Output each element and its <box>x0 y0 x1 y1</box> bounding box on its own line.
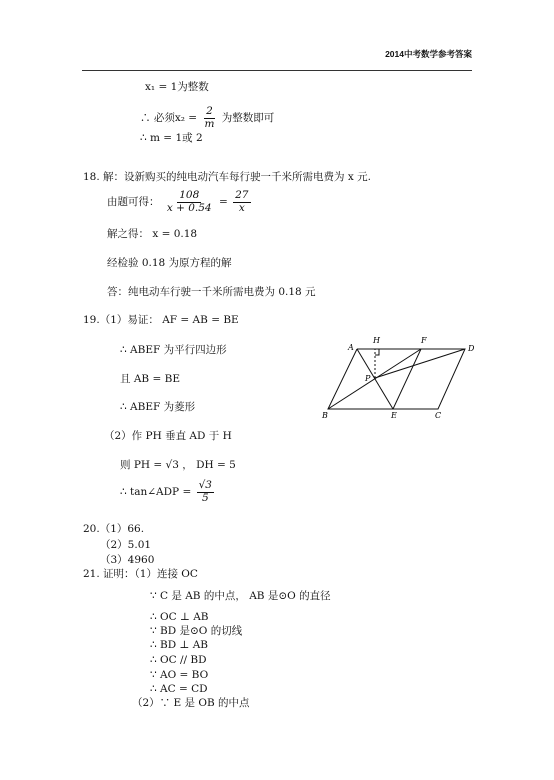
q18-check: 经检验 0.18 为原方程的解 <box>107 257 232 269</box>
q20-part1: 20.（1）66. <box>83 523 145 535</box>
fraction-numerator: 2 <box>206 105 213 117</box>
parallelogram-outline <box>328 349 465 409</box>
segment-PD <box>375 349 465 378</box>
q19-line2: 且 AB = BE <box>120 373 180 385</box>
q21-line5: ∴ OC // BD <box>150 654 207 666</box>
label-C: C <box>435 411 442 420</box>
q21-line8: （2）∵ E 是 OB 的中点 <box>132 697 250 709</box>
q21-line2: ∴ OC ⊥ AB <box>150 611 209 623</box>
label-F: F <box>421 336 427 345</box>
q21-line6: ∵ AO = BO <box>150 669 209 681</box>
page-header: 2014中考数学参考答案 <box>385 49 472 59</box>
fraction-numerator: 27 <box>235 189 249 201</box>
q21-line7: ∴ AC = CD <box>150 683 208 695</box>
fraction-denominator: m <box>204 117 215 130</box>
q21-line1: ∵ C 是 AB 的中点， AB 是⊙O 的直径 <box>150 590 331 602</box>
fraction-denominator: 5 <box>201 491 209 504</box>
label-H: H <box>373 336 380 345</box>
q21-line4: ∴ BD ⊥ AB <box>150 639 209 651</box>
q19-title: 19.（1）易证： AF = AB = BE <box>83 314 239 326</box>
q19-tan <box>120 480 216 504</box>
q21-line3: ∵ BD 是⊙O 的切线 <box>150 625 243 637</box>
label-E: E <box>391 411 397 420</box>
q19-line1: ∴ ABEF 为平行四边形 <box>120 344 227 356</box>
label-A: A <box>348 343 354 352</box>
label-B: B <box>322 411 328 420</box>
q19-line3: ∴ ABEF 为菱形 <box>120 401 196 413</box>
header-rule <box>82 70 472 71</box>
q18-eq-pre: 由题可得： <box>107 196 160 209</box>
fraction-108 <box>165 190 214 214</box>
q18-answer: 答：纯电动车行驶一千米所需电费为 0.18 元 <box>107 286 316 298</box>
q20-part2: （2）5.01 <box>100 539 152 551</box>
fraction-numerator: √3 <box>198 479 212 491</box>
line-x2-post: 为整数即可 <box>221 112 275 125</box>
q21-title: 21. 证明：（1）连接 OC <box>83 568 198 580</box>
q19-line4: （2）作 PH 垂直 AD 于 H <box>104 430 232 442</box>
line-x2-pre: ∴ 必须x₂ = <box>140 112 198 125</box>
q20-part3: （3）4960 <box>100 554 155 566</box>
fraction-2-over-m <box>202 106 216 130</box>
line-x1: x₁ = 1为整数 <box>145 81 209 93</box>
q18-equation <box>107 190 253 214</box>
fraction-denominator: x + 0.54 <box>166 201 212 214</box>
q18-solve: 解之得： x = 0.18 <box>107 228 198 240</box>
q19-line5: 则 PH = √3 ， DH = 5 <box>120 459 236 471</box>
fraction-27 <box>233 190 250 214</box>
q18-title: 18. 解：设新购买的纯电动汽车每行驶一千米所需电费为 x 元. <box>83 171 371 183</box>
fraction-tan <box>197 480 214 504</box>
q19-tan-pre: ∴ tan∠ADP = <box>120 486 192 499</box>
line-m: ∴ m = 1或 2 <box>140 132 203 144</box>
right-angle-marker <box>375 349 379 355</box>
label-P: P <box>365 374 371 383</box>
fraction-denominator: x <box>238 201 245 214</box>
fraction-numerator: 108 <box>179 189 200 201</box>
label-D: D <box>468 344 475 353</box>
geometry-figure <box>318 334 488 424</box>
line-x2 <box>140 106 274 130</box>
q18-eq-mid: = <box>218 196 228 209</box>
